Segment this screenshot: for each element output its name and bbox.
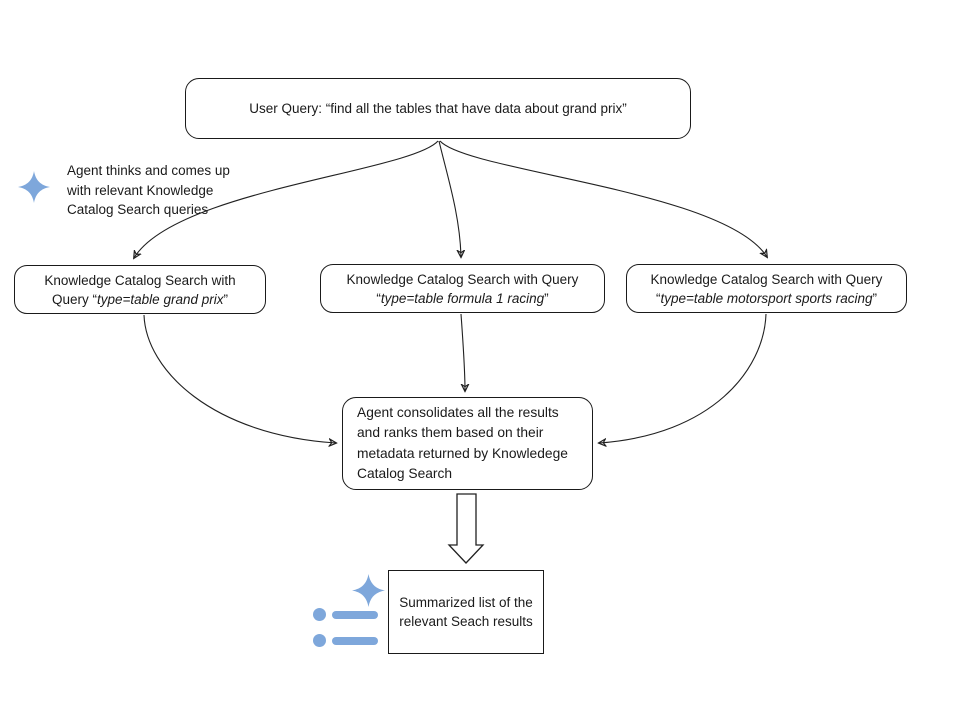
agent-note-line: Catalog Search queries [67,202,209,217]
block-arrow-down [449,494,483,563]
search-box-prefix: Knowledge Catalog Search with Query “ [650,271,883,306]
summary-box [388,570,544,654]
search-box-text [329,270,596,308]
agent-note-line: with relevant Knowledge [67,182,214,198]
user-query-text: User Query: “find all the tables that have data about grand prix” [249,101,627,116]
summary-text: Summarized list of the relevant Seach results [399,594,533,629]
connector-search2-to-consolidate [461,314,465,391]
connector-search3-to-consolidate [599,314,766,443]
connector-query-to-search-2 [439,141,461,257]
sparkle-icon [18,166,50,208]
search-box-grand-prix [14,265,266,314]
search-box-suffix: ” [872,290,877,306]
search-box-query: type=table formula 1 racing [380,290,545,306]
consolidate-text: Agent consolidates all the results and ranks them based on their metadata returned by Knowledege Catalog Search [357,404,568,481]
search-box-text [29,271,251,309]
list-line-icon [332,637,378,645]
search-box-prefix: Knowledge Catalog Search with Query “ [44,272,236,307]
agent-note-line: Agent thinks and comes up [67,163,230,178]
user-query-box [185,78,691,139]
list-bullet-icon [313,608,326,621]
search-box-prefix: Knowledge Catalog Search with Query “ [346,271,579,306]
connector-query-to-search-3 [440,141,767,257]
list-line-icon [332,611,378,619]
search-box-query: type=table grand prix [97,291,224,307]
agent-note [67,161,287,220]
search-box-formula-1 [320,264,605,313]
sparkle-small-icon [352,574,385,607]
search-box-suffix: ” [223,291,228,307]
search-box-text [633,270,900,308]
consolidate-box [342,397,593,490]
list-bullet-icon [313,634,326,647]
search-box-query: type=table motorsport sports racing [660,290,873,306]
search-box-motorsport [626,264,907,313]
connector-search1-to-consolidate [144,315,336,443]
sparkle-list-icon [300,570,388,654]
search-box-suffix: ” [544,290,549,306]
